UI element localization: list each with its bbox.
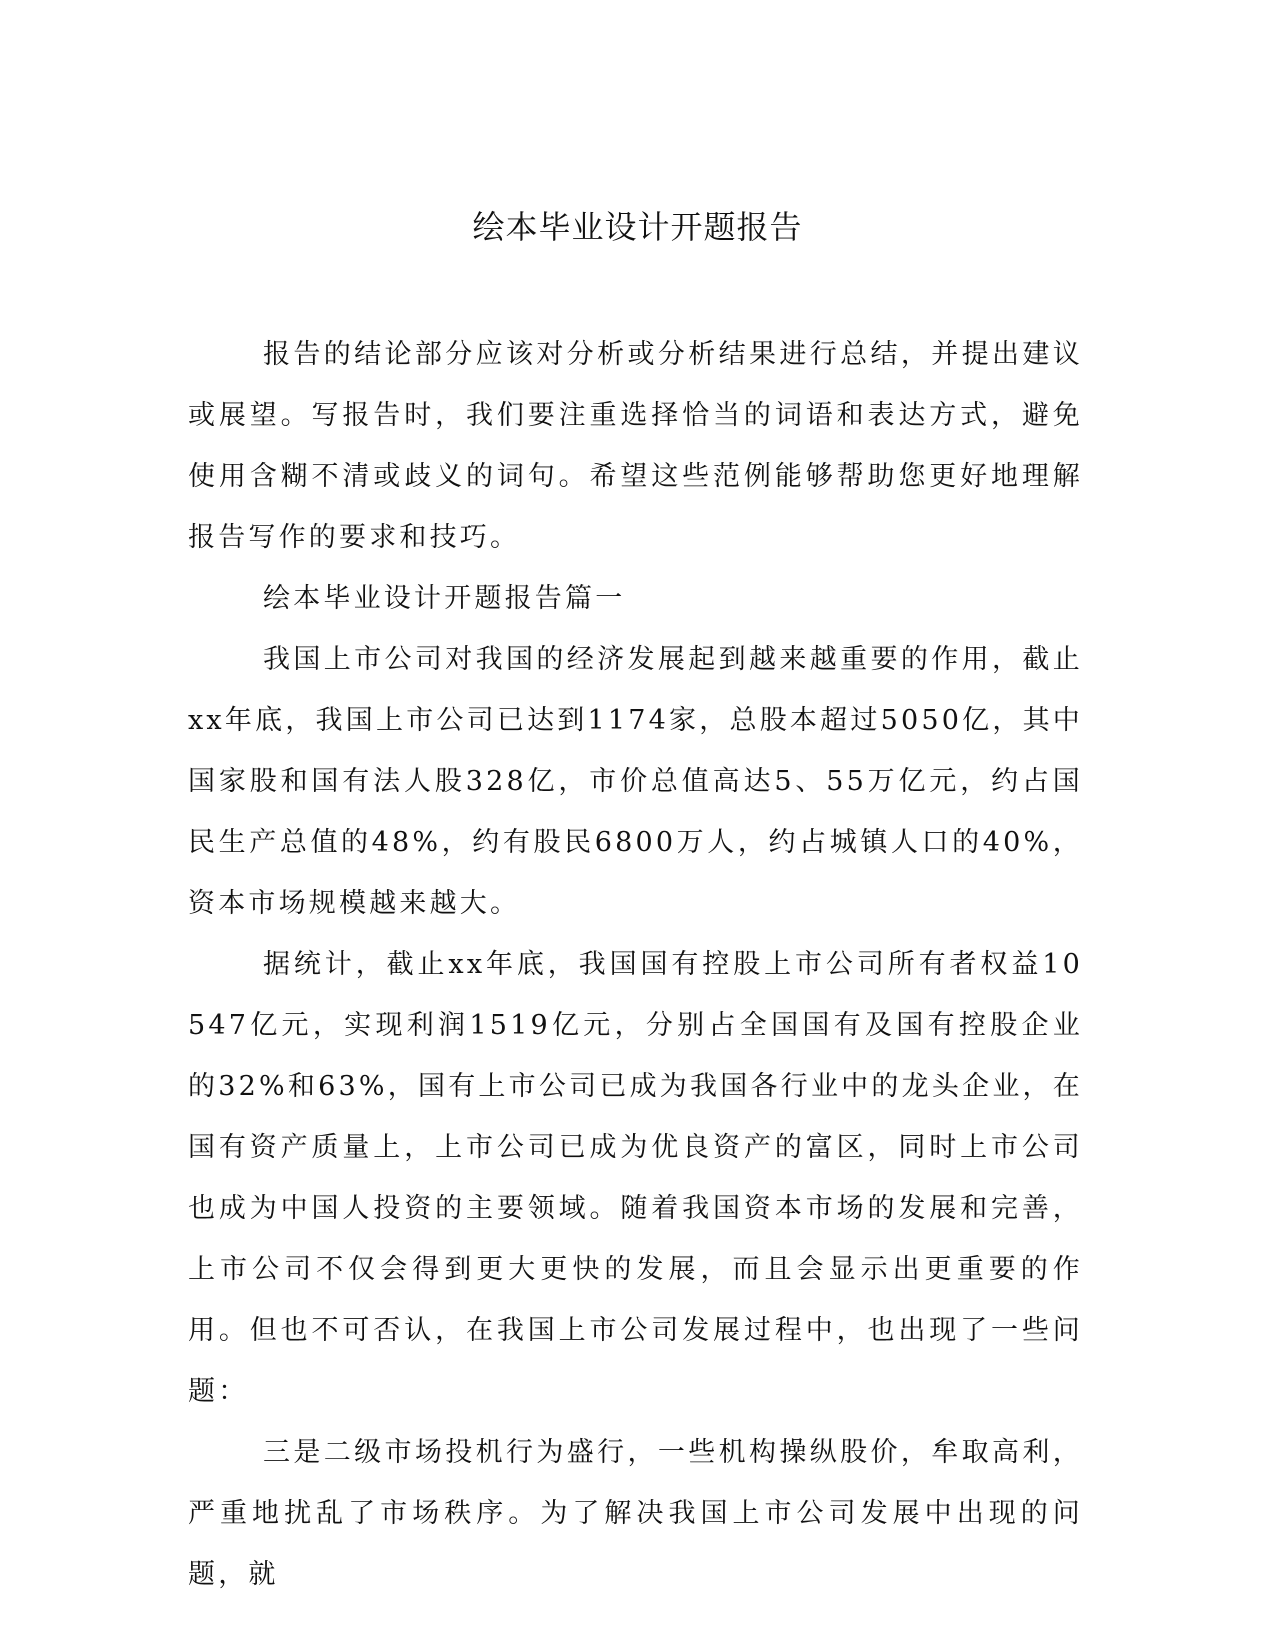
- paragraph-issues: 三是二级市场投机行为盛行，一些机构操纵股价，牟取高利，严重地扰乱了市场秩序。为了解决我国上市公司发展中出现的问题，就: [188, 1437, 1083, 1590]
- paragraph-statistics: 据统计，截止xx年底，我国国有控股上市公司所有者权益10547亿元，实现利润1519亿元，分别占全国国有及国有控股企业的32%和63%，国有上市公司已成为我国各行业中的龙头企业，在国有资产质量上，上市公司已成为优良资产的富区，同时上市公司也成为中国人投资的主要领域。随着我国资本市场的发展和完善，上市公司不仅会得到更大更快的发展，而且会显示出更重要的作用。但也不可否认，在我国上市公司发展过程中，也出现了一些问题：: [188, 949, 1083, 1407]
- section-heading: 绘本毕业设计开题报告篇一: [263, 583, 626, 614]
- paragraph-market-overview: 我国上市公司对我国的经济发展起到越来越重要的作用，截止xx年底，我国上市公司已达到1174家，总股本超过5050亿，其中国家股和国有法人股328亿，市价总值高达5、55万亿元，约占国民生产总值的48%，约有股民6800万人，约占城镇人口的40%，资本市场规模越来越大。: [188, 644, 1083, 919]
- document-body: [188, 324, 1083, 1605]
- document-title: 绘本毕业设计开题报告: [472, 208, 803, 246]
- paragraph-intro: 报告的结论部分应该对分析或分析结果进行总结，并提出建议或展望。写报告时，我们要注重选择恰当的词语和表达方式，避免使用含糊不清或歧义的词句。希望这些范例能够帮助您更好地理解报告写作的要求和技巧。: [188, 339, 1083, 553]
